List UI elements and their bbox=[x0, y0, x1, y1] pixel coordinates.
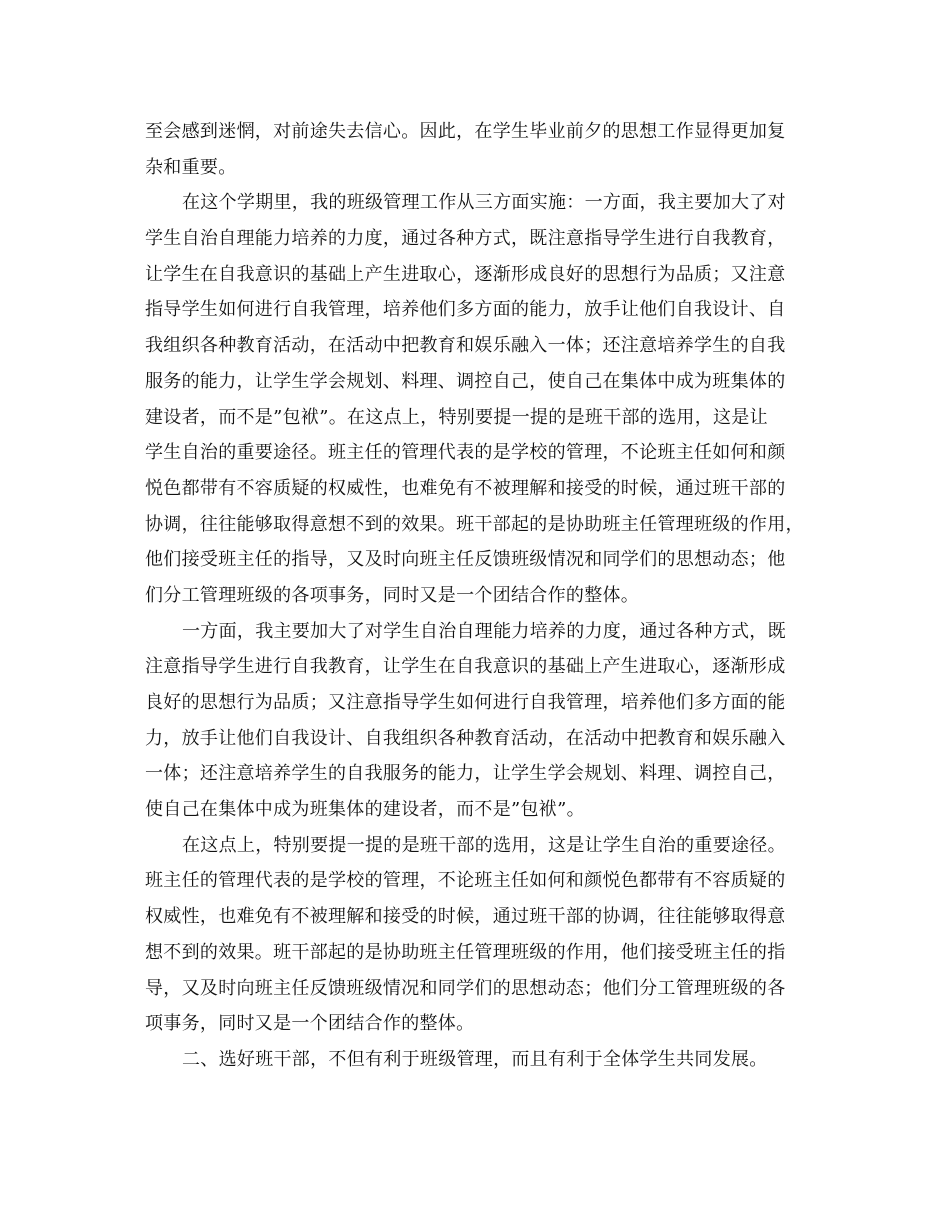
text-line: 悦色都带有不容质疑的权威性，也难免有不被理解和接受的时候，通过班干部的 bbox=[145, 477, 786, 499]
text-line: 注意指导学生进行自我教育，让学生在自我意识的基础上产生进取心，逐渐形成 bbox=[145, 656, 786, 678]
text-line: 他们接受班主任的指导，又及时向班主任反馈班级情况和同学们的思想动态；他 bbox=[145, 549, 786, 571]
text-line: 杂和重要。 bbox=[145, 156, 237, 178]
text-line: 一体；还注意培养学生的自我服务的能力，让学生学会规划、料理、调控自己， bbox=[145, 763, 786, 785]
paragraph-4 bbox=[145, 828, 805, 1042]
text-line: 们分工管理班级的各项事务，同时又是一个团结合作的整体。 bbox=[145, 584, 640, 606]
text-line: 指导学生如何进行自我管理，培养他们多方面的能力，放手让他们自我设计、自 bbox=[145, 299, 786, 321]
paragraph-2 bbox=[145, 185, 805, 613]
text-line: 我组织各种教育活动，在活动中把教育和娱乐融入一体；还注意培养学生的自我 bbox=[145, 335, 786, 357]
text-line: 项事务，同时又是一个团结合作的整体。 bbox=[145, 1013, 475, 1035]
text-line: 使自己在集体中成为班集体的建设者，而不是”包袱”。 bbox=[145, 799, 585, 821]
paragraph-3 bbox=[145, 614, 805, 828]
text-line: 协调，往往能够取得意想不到的效果。班干部起的是协助班主任管理班级的作用， bbox=[145, 513, 804, 535]
paragraph-1 bbox=[145, 114, 805, 185]
text-line: 建设者，而不是”包袱”。在这点上，特别要提一提的是班干部的选用，这是让 bbox=[145, 406, 768, 428]
text-line: 力，放手让他们自我设计、自我组织各种教育活动，在活动中把教育和娱乐融入 bbox=[145, 727, 786, 749]
text-line: 服务的能力，让学生学会规划、料理、调控自己，使自己在集体中成为班集体的 bbox=[145, 370, 786, 392]
text-line: 在这点上，特别要提一提的是班干部的选用，这是让学生自治的重要途径。 bbox=[182, 834, 786, 856]
text-line: 权威性，也难免有不被理解和接受的时候，通过班干部的协调，往往能够取得意 bbox=[145, 906, 786, 928]
paragraph-5 bbox=[145, 1042, 805, 1078]
text-line: 良好的思想行为品质；又注意指导学生如何进行自我管理，培养他们多方面的能 bbox=[145, 692, 786, 713]
document-body bbox=[145, 114, 805, 1078]
text-line: 在这个学期里，我的班级管理工作从三方面实施：一方面，我主要加大了对 bbox=[182, 192, 786, 214]
text-line: 班主任的管理代表的是学校的管理，不论班主任如何和颜悦色都带有不容质疑的 bbox=[145, 870, 786, 892]
text-line: 学生自治自理能力培养的力度，通过各种方式，既注意指导学生进行自我教育， bbox=[145, 228, 786, 250]
text-line: 导，又及时向班主任反馈班级情况和同学们的思想动态；他们分工管理班级的各 bbox=[145, 977, 786, 999]
text-line: 想不到的效果。班干部起的是协助班主任管理班级的作用，他们接受班主任的指 bbox=[145, 941, 786, 963]
text-line: 一方面，我主要加大了对学生自治自理能力培养的力度，通过各种方式，既 bbox=[182, 620, 786, 642]
text-line: 让学生在自我意识的基础上产生进取心，逐渐形成良好的思想行为品质；又注意 bbox=[145, 263, 786, 285]
text-line: 学生自治的重要途径。班主任的管理代表的是学校的管理，不论班主任如何和颜 bbox=[145, 442, 786, 464]
text-line: 至会感到迷惘，对前途失去信心。因此，在学生毕业前夕的思想工作显得更加复 bbox=[145, 121, 786, 142]
text-line: 二、选好班干部，不但有利于班级管理，而且有利于全体学生共同发展。 bbox=[182, 1048, 768, 1070]
